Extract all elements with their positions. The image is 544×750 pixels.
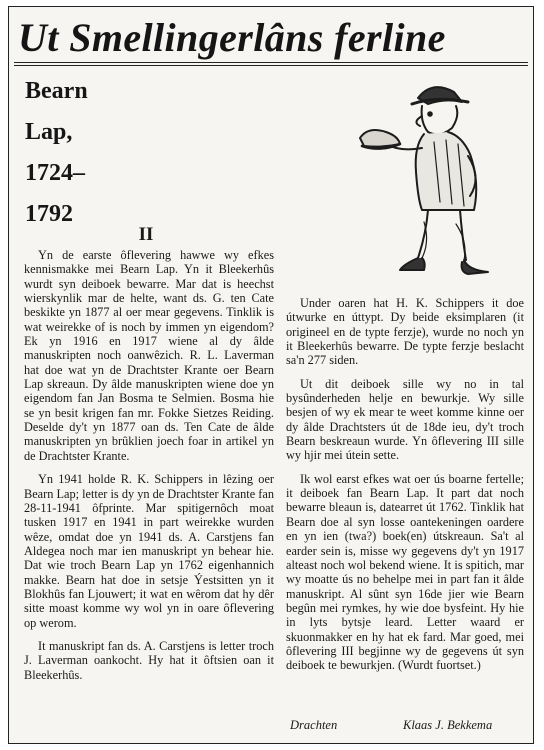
headline: Ut Smellingerlâns ferline [18,15,446,60]
man-holding-shoe-illustration [356,82,496,282]
nose-shape [416,116,422,126]
paragraph: Ik wol earst efkes wat oer ús boarne fertelle; it deiboek fan Bearn Lap. It part dat noch bewarre bleaun is, datearret út 1762. Tinklik hat Bearn doe al syn losse oantekeningen oardere en yn ien (twa?) boek(en) útskreaun. Sa't al earder sein is, misse wy gegevens dy't yn 1917 alteast noch wol bekend wiene. It is spitich, mar wy moatte ús no behelpe mei in part fan it âlde manuskript. Al sûnt syn 16de jier wie Bearn begûn mei rymkes, hy wie doe bysfeint. Hy hie in lyts bytsje leard. Letter waard er skuonmakker en hy hat ek fard. Mar goed, mei ôflevering III begjinne wy de gegevens út syn deiboek te bewurkjen. (Wurdt fuortset.) [286,471,524,673]
paragraph: Yn 1941 holde R. K. Schippers in lêzing oer Bearn Lap; letter is dy yn de Drachtster Krante fan 28-11-1941 ôfprinte. Mar spitigernôch moat tusken 1917 en 1941 in part weirekke wurden wêze, omdat doe yn 1941 ds. A. Carstjens fan Aldegea noch mar ien manuskript yn behear hie. Dat wie troch Bearn Lap yn 1762 eigenhannich makke. Bearn hat doe in setsje Ýestsitten yn it Blokhûs fan Ljouwert; it wat en wêrom dat hy dêr sitte moast komme wy wol yn in oare ôflevering op werom. [24,472,274,630]
headline-rule-bottom [14,65,528,66]
left-column [24,248,274,682]
subtitle [25,71,88,235]
paragraph: Ut dit deiboek sille wy no in tal bysûnderheden helje en bewurkje. Wy sille besjen of wy ek mear te weet komme kinne oer dy âlde Drachtsters út de 18de ieu, dy't troch Bearn beskreaun wurde. Yn ôflevering III sille wy hjir mei útein sette. [286,376,524,463]
right-foot-shape [462,260,488,274]
right-column [286,296,524,673]
author: Klaas J. Bekkema [403,718,493,732]
subtitle-line: Lap, [25,119,73,145]
paragraph: Yn de earste ôflevering hawwe wy efkes kennismakke mei Bearn Lap. Yn it Bleekerhûs wurdt syn deiboek bewarre. Mar dat is heechst wierskynlik mar de helte, want ds. G. ten Cate beskikte yn 1877 al oer mear gegevens. Tinklik is wat weirekke of is noch by immen yn eigendom? Ek yn 1916 en 1917 wiene al dy âlde manuskripten noch oanwêzich. R. L. Laverman hat doe wat yn de Drachtster Krante oer Bearn Lap skreaun. Dy âlde manuskripten wiene doe yn eigendom fan Jan Bosma te Selmien. Bosma hie se yn besit krigen fan mr. Fokke Sietzes Reiding. Deselde dy't yn 1877 oan ds. Ten Cate de âlde manuskripten yn brûklien joech foar in artikel yn de Drachtster Krante. [24,248,274,463]
subtitle-line: 1724– [25,160,85,186]
eye-shape [428,112,432,116]
paragraph: It manuskript fan ds. A. Carstjens is letter troch J. Laverman oankocht. Hy hat it ôftsien oan it Bleekerhûs. [24,638,274,682]
part-number: II [138,224,154,245]
left-foot-shape [400,258,425,270]
right-stocking [456,224,465,260]
place: Drachten [290,718,338,732]
headline-rule-top [14,62,528,63]
subtitle-line: Bearn [25,78,88,104]
paragraph: Under oaren hat H. K. Schippers it doe útwurke en úttypt. Dy beide eksimplaren (it origineel en de typte ferzje), wurde no noch yn it Bleekerhûs bewarre. De typte ferzje beslacht sa'n 277 siden. [286,296,524,368]
shoe-shape [360,130,400,147]
head-shape [422,106,458,134]
subtitle-line: 1792 [25,201,73,227]
